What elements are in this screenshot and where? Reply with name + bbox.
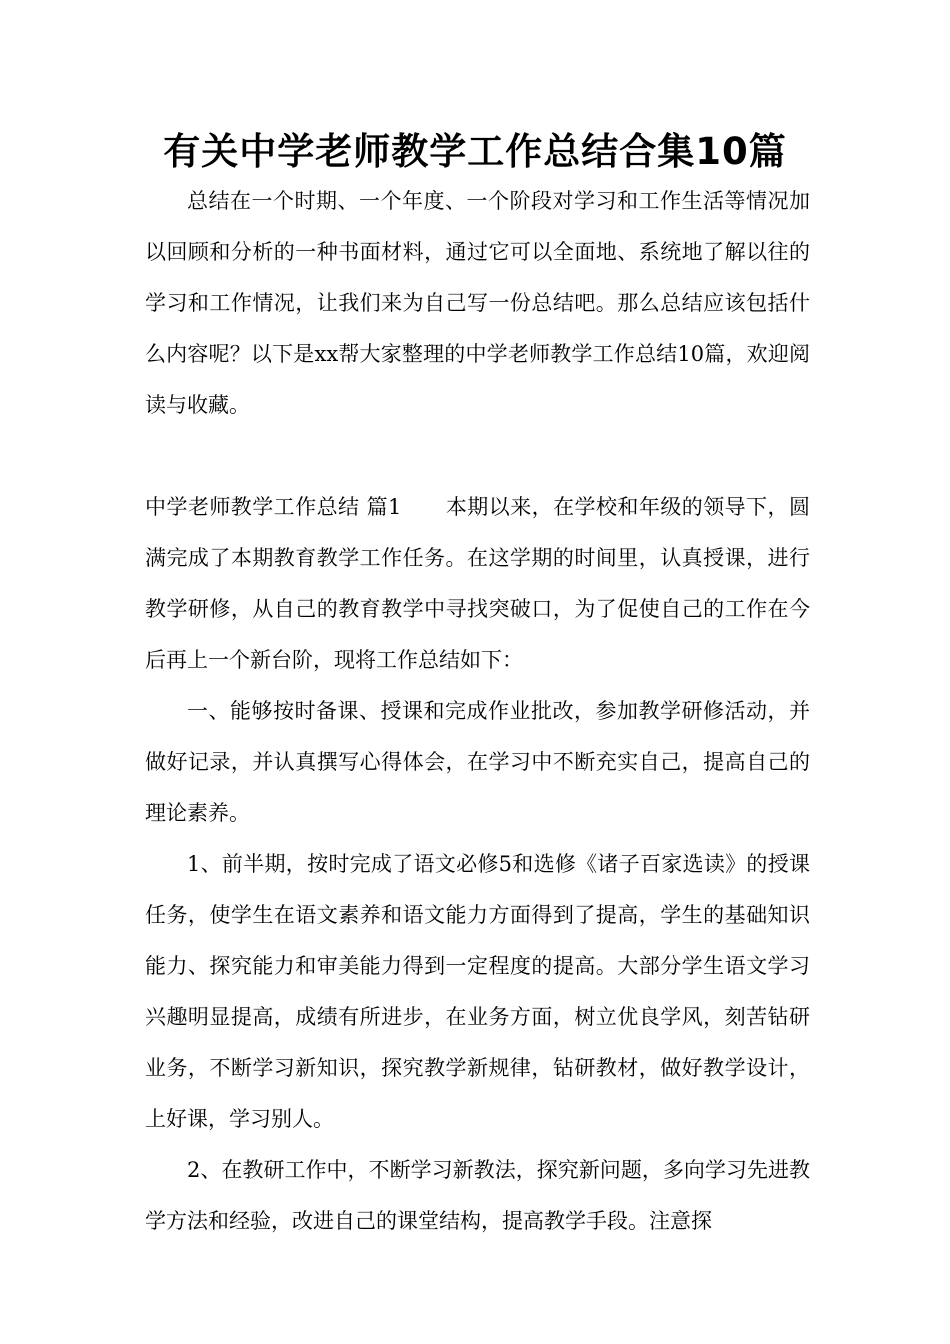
item-one-paragraph: 1、前半期，按时完成了语文必修5和选修《诸子百家选读》的授课任务，使学生在语文素养和语文能力方面得到了提高，学生的基础知识能力、探究能力和审美能力得到一定程度的提高。大部分学生语文学习兴趣明显提高，成绩有所进步，在业务方面，树立优良学风，刻苦钻研业务，不断学习新知识，探究教学新规律，钻研教材，做好教学设计，上好课，学习别人。 xyxy=(145,852,810,1131)
point-one-paragraph: 一、能够按时备课、授课和完成作业批改，参加教学研修活动，并做好记录，并认真撰写心得体会，在学习中不断充实自己，提高自己的理论素养。 xyxy=(145,699,810,825)
section-paragraph xyxy=(145,482,810,686)
item-two-paragraph: 2、在教研工作中，不断学习新教法，探究新问题，多向学习先进教学方法和经验，改进自己的课堂结构，提高教学手段。注意探 xyxy=(145,1158,810,1233)
document-title: 有关中学老师教学工作总结合集10篇 xyxy=(163,130,787,173)
blank-line xyxy=(145,431,810,482)
document-body xyxy=(145,176,810,1247)
section-heading: 中学老师教学工作总结 篇1 xyxy=(145,495,402,519)
intro-paragraph: 总结在一个时期、一个年度、一个阶段对学习和工作生活等情况加以回顾和分析的一种书面材料，通过它可以全面地、系统地了解以往的学习和工作情况，让我们来为自己写一份总结吧。那么总结应该包括什么内容呢？以下是xx帮大家整理的中学老师教学工作总结10篇，欢迎阅读与收藏。 xyxy=(145,189,810,417)
section-opening-text: 本期以来，在学校和年级的领导下，圆满完成了本期教育教学工作任务。在这学期的时间里，认真授课，进行教学研修，从自己的教育教学中寻找突破口，为了促使自己的工作在今后再上一个新台阶，现将工作总结如下： xyxy=(145,495,810,672)
